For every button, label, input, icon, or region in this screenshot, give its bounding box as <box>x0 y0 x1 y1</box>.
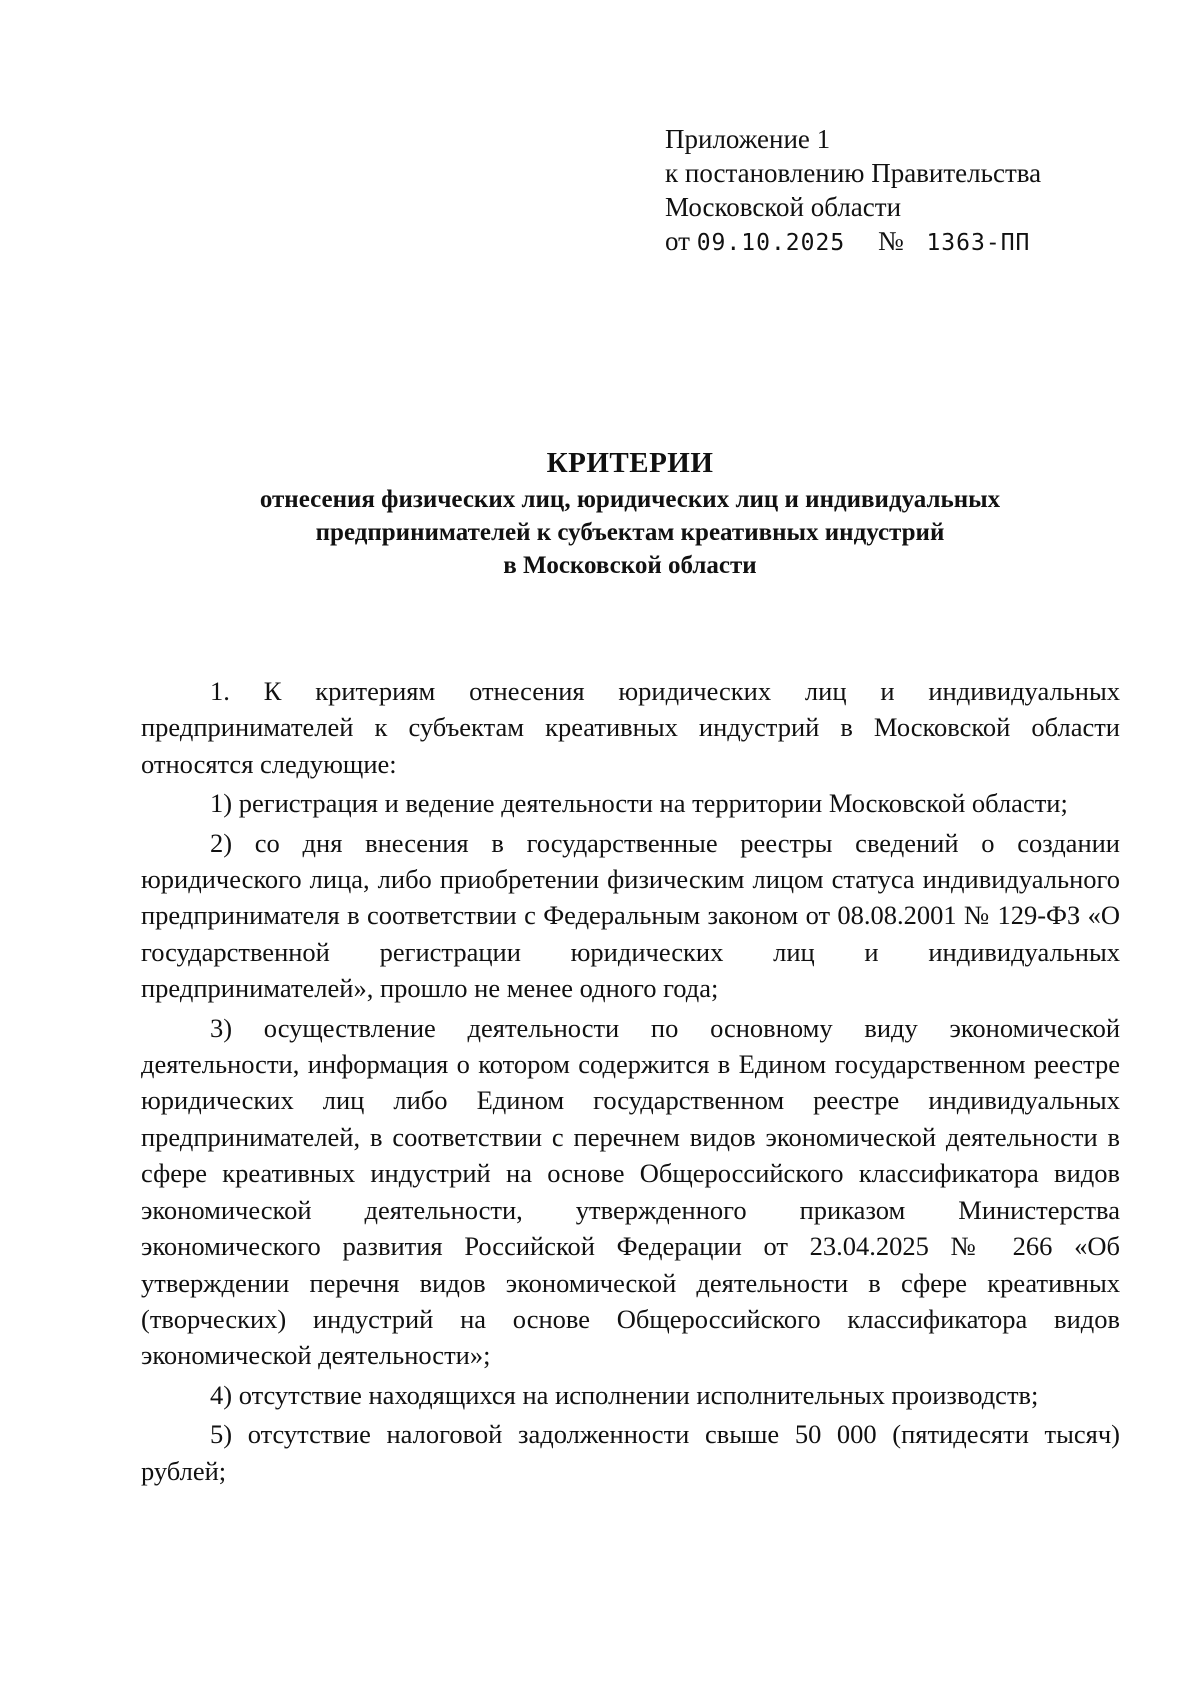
annex-reference: к постановлению Правительства <box>665 158 1042 188</box>
criterion-2: 2) со дня внесения в государственные реестры сведений о создании юридического лица, либо приобретении физическим лицом статуса индивидуального предпринимателя в соответствии с Федеральным законом от 08.08.2001 № 129-ФЗ «О государственной регистрации юридических лиц и индивидуальных предпринимателей», прошло не менее одного года; <box>141 827 1120 1004</box>
criterion-1: 1) регистрация и ведение деятельности на территории Московской области; <box>210 788 1068 819</box>
annex-date-prefix: от <box>665 226 690 256</box>
criterion-4: 4) отсутствие находящихся на исполнении исполнительных производств; <box>210 1379 1039 1410</box>
title-subtitle-line-2: предпринимателей к субъектам креативных индустрий <box>315 519 945 546</box>
title-main: КРИТЕРИИ <box>546 447 714 479</box>
annex-header <box>665 122 1145 260</box>
title-subtitle-line-3: в Московской области <box>503 552 757 579</box>
document-body <box>141 673 1120 1489</box>
annex-date: 09.10.2025 <box>696 230 846 256</box>
criterion-3: 3) осуществление деятельности по основному виду экономической деятельности, информация о котором содержится в Едином государственном реестре юридических лиц либо Едином государственном реестре индивидуальных предпринимателей, в соответствии с перечнем видов экономической деятельности в сфере креативных индустрий на основе Общероссийского классификатора видов экономической деятельности, утвержденного приказом Министерства экономического развития Российской Федерации от 23.04.2025 № 266 «Об утверждении перечня видов экономической деятельности в сфере креативных (творческих) индустрий на основе Общероссийского классификатора видов экономической деятельности»; <box>141 1012 1120 1371</box>
criterion-5: 5) отсутствие налоговой задолженности свыше 50 000 (пятидесяти тысяч) рублей; <box>141 1419 1120 1486</box>
annex-title: Приложение 1 <box>665 124 831 154</box>
annex-region: Московской области <box>665 192 902 222</box>
annex-date-number <box>665 224 1145 260</box>
title-subtitle-line-1: отнесения физических лиц, юридических лиц и индивидуальных <box>259 486 1001 513</box>
annex-number: 1363-ПП <box>926 230 1031 256</box>
annex-number-sign: № <box>877 226 904 256</box>
document-title <box>140 443 1120 582</box>
paragraph-1: 1. К критериям отнесения юридических лиц и индивидуальных предпринимателей к субъектам креативных индустрий в Московской области относятся следующие: <box>141 676 1120 779</box>
